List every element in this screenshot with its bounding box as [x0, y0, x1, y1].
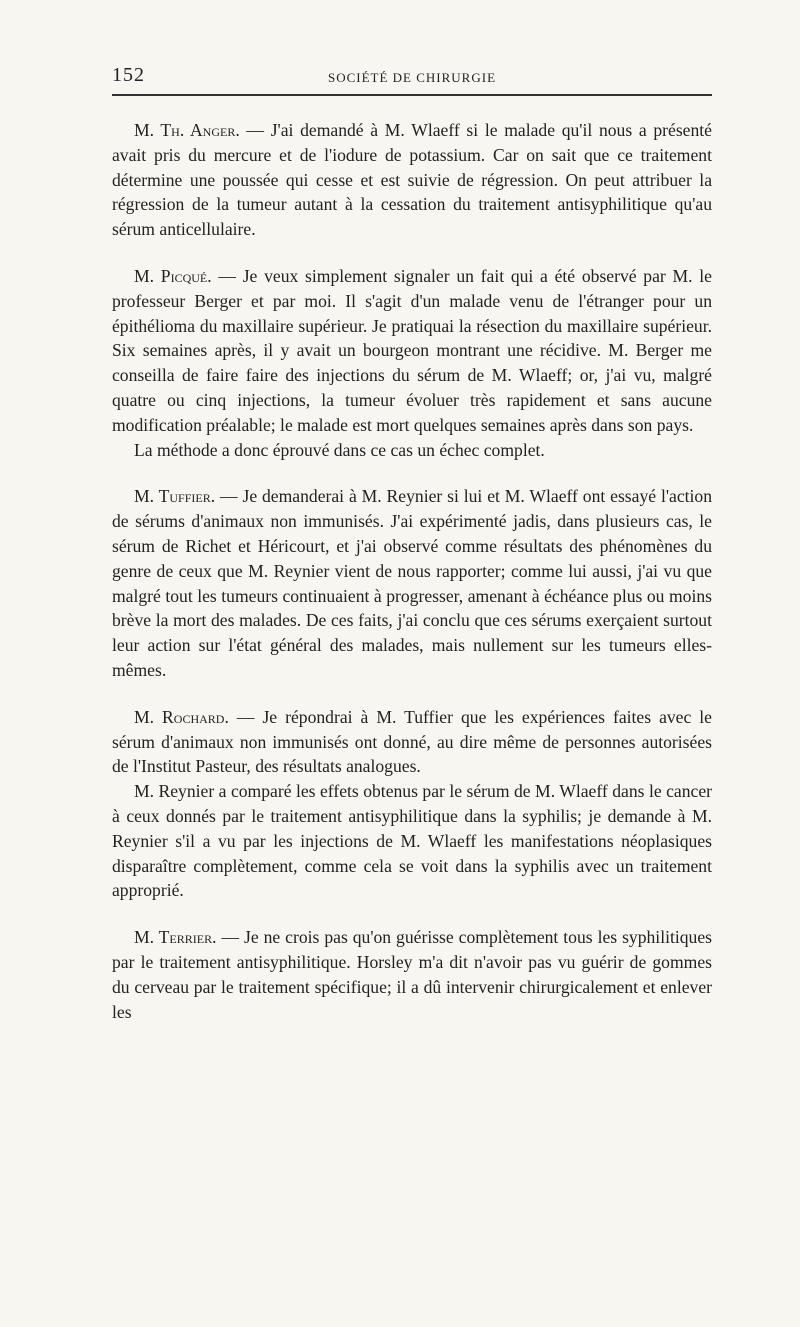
page-number: 152: [112, 64, 145, 86]
speaker-name: M. Terrier.: [134, 927, 217, 948]
paragraph: [112, 925, 712, 1024]
speech-terrier: [112, 925, 712, 1024]
book-page: [112, 60, 712, 1046]
paragraph-text: — J'ai demandé à M. Wlaeff si le malade qu'il nous a présenté avait pris du mercure et de l'iodure de potassium. Car on sait que ce traitement détermine une poussée qui cesse et est suivie de régression. On peut attribuer la régression de la tumeur autant à la cessation du traitement antisyphilitique qu'au sérum anticellulaire.: [112, 120, 712, 240]
speaker-name: M. Th. Anger.: [134, 120, 240, 140]
speaker-name: M. Picqué.: [134, 265, 212, 286]
speech-rochard: [112, 705, 712, 903]
paragraph: M. Reynier a comparé les effets obtenus par le sérum de M. Wlaeff dans le cancer à ceux donnés par le traitement antisyphilitique dans la syphilis; je demande à M. Reynier s'il a vu par les injections de M. Wlaeff les manifestations néoplasiques disparaître complètement, comme cela se voit dans la syphilis avec un traitement approprié.: [112, 781, 712, 901]
paragraph: [112, 118, 712, 242]
paragraph-text: — Je répondrai à M. Tuffier que les expériences faites avec le sérum d'animaux non immunisés ont donné, au dire même de personnes autorisées de l'Institut Pasteur, des résultats analogues.: [112, 706, 712, 777]
paragraph-text: — Je veux simplement signaler un fait qui a été observé par M. le professeur Berger et par moi. Il s'agit d'un malade venu de l'étranger pour un épithélioma du maxillaire supérieur. Je pratiquai la résection du maxillaire supérieur. Six semaines après, il y avait un bourgeon montrant une récidive. M. Berger me conseilla de faire faire des injections du sérum de M. Wlaeff; or, j'ai vu, malgré quatre ou cinq injections, la tumeur évoluer très rapidement et sans aucune modification préalable; le malade est mort quelques semaines après dans son pays.: [112, 265, 712, 435]
paragraph-text: — Je demanderai à M. Reynier si lui et M. Wlaeff ont essayé l'action de sérums d'animaux non immunisés. J'ai expérimenté jadis, dans plusieurs cas, le sérum de Richet et Héricourt, et j'ai observé comme résultats des phénomènes du genre de ceux que M. Reynier vient de nous rapporter; comme lui aussi, j'ai vu que malgré tout les tumeurs continuaient à progresser, amenant à échéance plus ou moins brève la mort des malades. De ces faits, j'ai conclu que ces sérums exerçaient surtout leur action sur l'état général des malades, mais nullement sur les tumeurs elles-mêmes.: [112, 486, 712, 680]
speech-picque: [112, 264, 712, 462]
speech-anger: [112, 118, 712, 242]
page-header: [112, 60, 712, 96]
running-title: SOCIÉTÉ DE CHIRURGIE: [327, 70, 497, 85]
speaker-name: M. Rochard.: [134, 706, 229, 727]
paragraph: La méthode a donc éprouvé dans ce cas un échec complet.: [134, 439, 545, 460]
paragraph-text: — Je ne crois pas qu'on guérisse complètement tous les syphilitiques par le traitement antisyphilitique. Horsley m'a dit n'avoir pas vu guérir de gommes du cerveau par le traitement spécifique; il a dû intervenir chirurgicalement et enlever les: [112, 927, 712, 1022]
speaker-name: M. Tuffier.: [134, 486, 216, 507]
paragraph: [112, 705, 712, 779]
paragraph: [112, 264, 712, 438]
speech-tuffier: [112, 484, 712, 682]
paragraph: [112, 484, 712, 682]
page-body: [112, 118, 712, 1024]
